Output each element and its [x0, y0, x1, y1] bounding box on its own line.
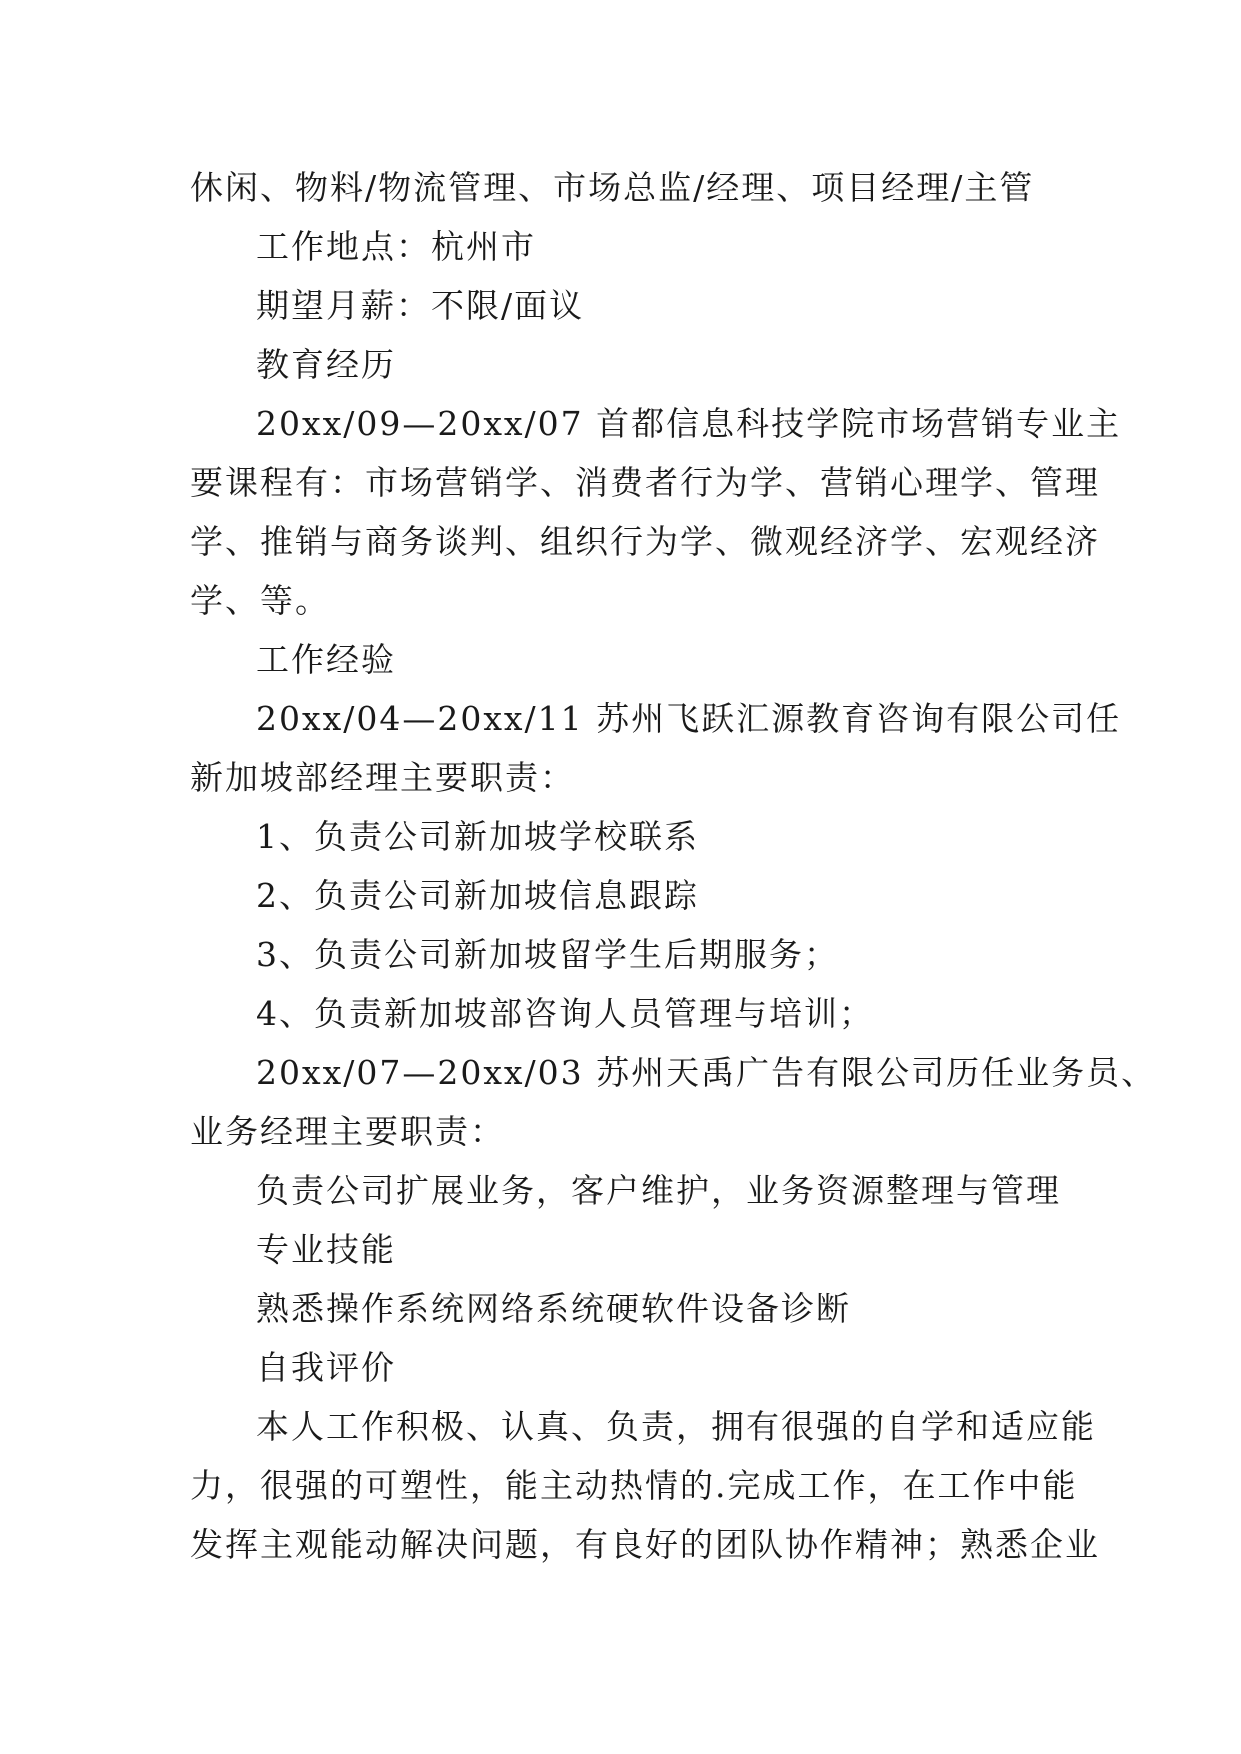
line-24: 发挥主观能动解决问题，有良好的团队协作精神；熟悉企业: [190, 1525, 1100, 1564]
line-12: 1、负责公司新加坡学校联系: [256, 817, 699, 856]
line-16: 20xx/07—20xx/03 苏州天禹广告有限公司历任业务员、: [256, 1053, 1157, 1092]
section-heading-self-evaluation: 自我评价: [256, 1348, 396, 1387]
line-3: 期望月薪：不限/面议: [256, 286, 585, 325]
line-8: 学、等。: [190, 581, 330, 620]
line-13: 2、负责公司新加坡信息跟踪: [256, 876, 699, 915]
line-2: 工作地点：杭州市: [256, 227, 536, 266]
line-14: 3、负责公司新加坡留学生后期服务；: [256, 935, 839, 974]
line-22: 本人工作积极、认真、负责，拥有很强的自学和适应能: [256, 1407, 1096, 1446]
document-body: [190, 158, 1157, 1574]
line-15: 4、负责新加坡部咨询人员管理与培训；: [256, 994, 874, 1033]
section-heading-education: 教育经历: [256, 345, 396, 384]
line-7: 学、推销与商务谈判、组织行为学、微观经济学、宏观经济: [190, 522, 1100, 561]
line-5: 20xx/09—20xx/07 首都信息科技学院市场营销专业主: [256, 404, 1122, 443]
line-17: 业务经理主要职责：: [190, 1112, 505, 1151]
line-20: 熟悉操作系统网络系统硬软件设备诊断: [256, 1289, 851, 1328]
line-10: 20xx/04—20xx/11 苏州飞跃汇源教育咨询有限公司任: [256, 699, 1122, 738]
line-6: 要课程有：市场营销学、消费者行为学、营销心理学、管理: [190, 463, 1100, 502]
section-heading-work: 工作经验: [256, 640, 396, 679]
line-23: 力，很强的可塑性，能主动热情的.完成工作，在工作中能: [190, 1466, 1078, 1505]
line-1: 休闲、物料/物流管理、市场总监/经理、项目经理/主管: [190, 168, 1035, 207]
line-11: 新加坡部经理主要职责：: [190, 758, 575, 797]
line-18: 负责公司扩展业务，客户维护，业务资源整理与管理: [256, 1171, 1061, 1210]
section-heading-skills: 专业技能: [256, 1230, 396, 1269]
